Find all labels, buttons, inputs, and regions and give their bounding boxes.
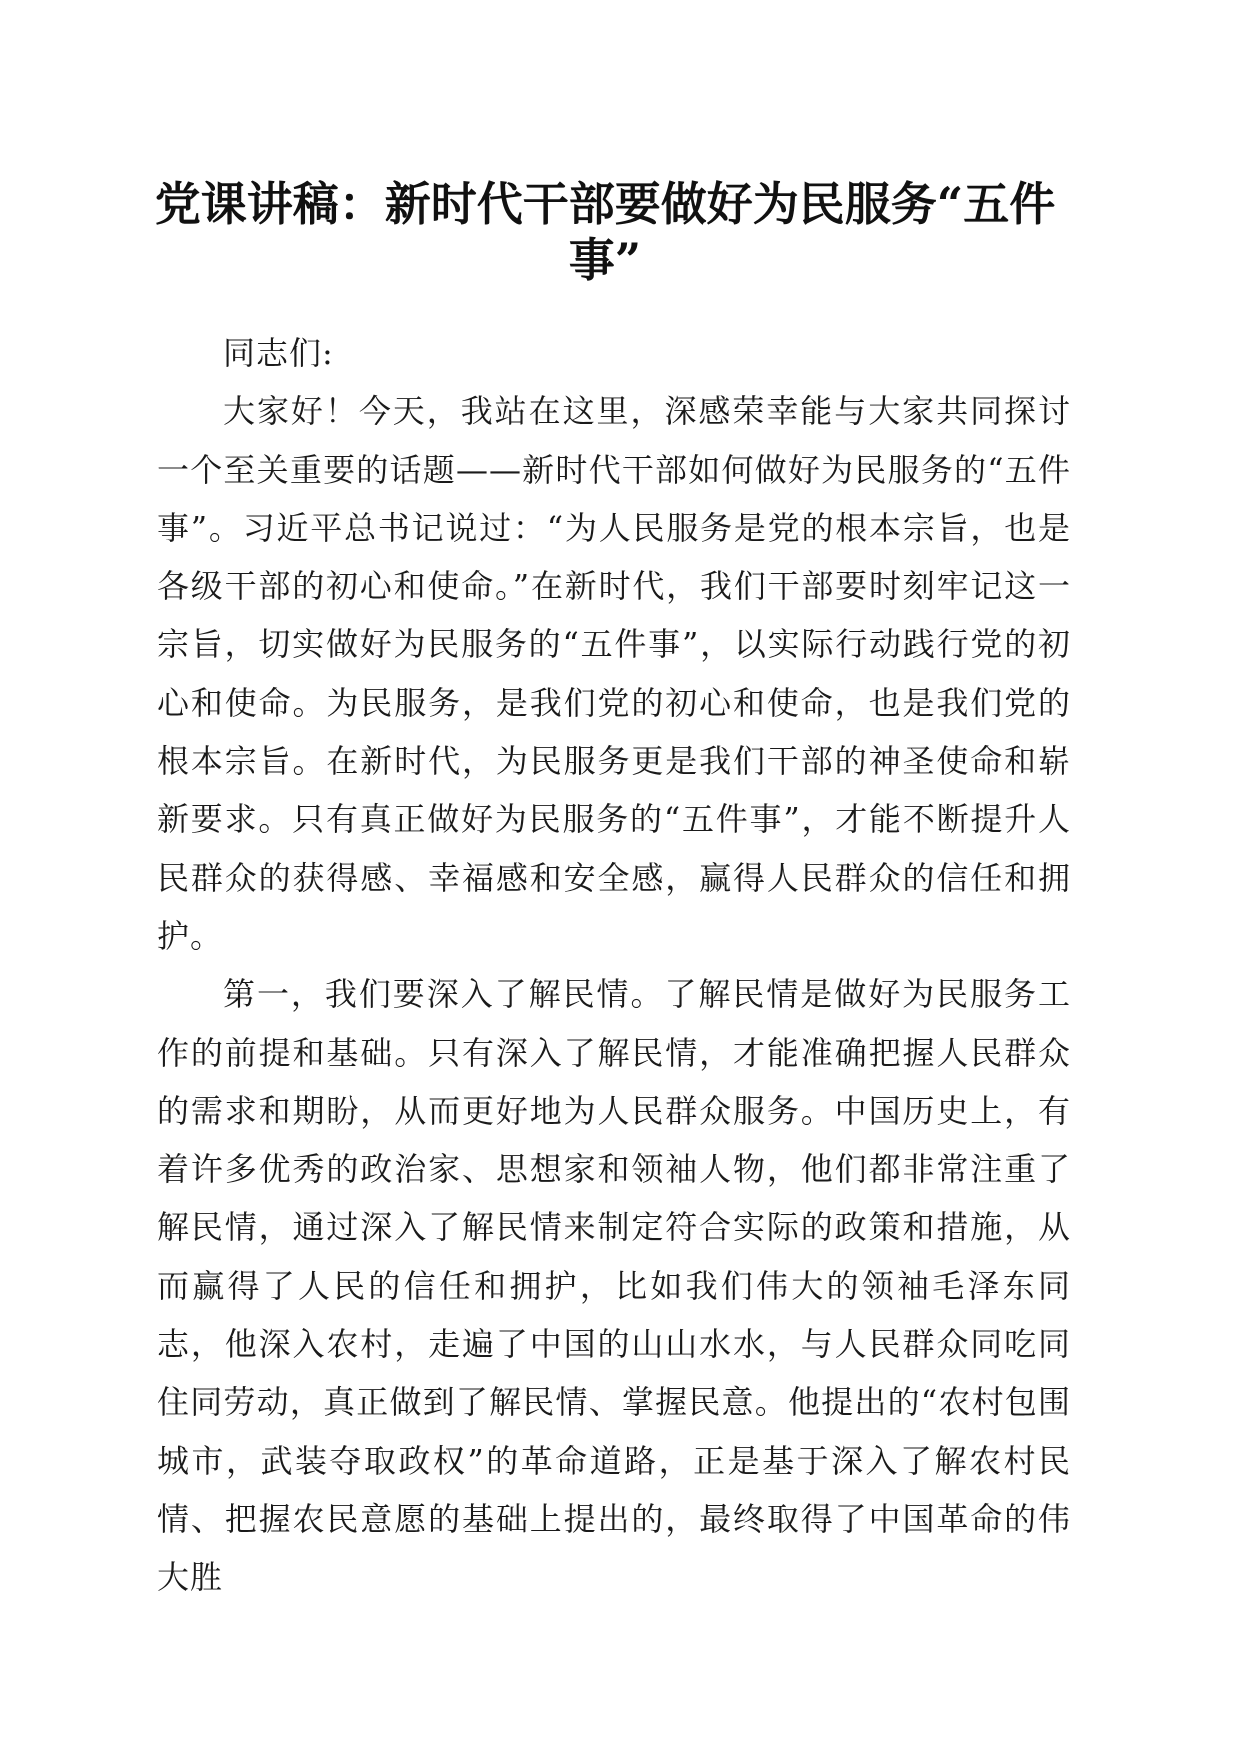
salutation-paragraph: 同志们:: [223, 334, 334, 372]
first-point-paragraph: 第一，我们要深入了解民情。了解民情是做好为民服务工作的前提和基础。只有深入了解民情，才能准确把握人民群众的需求和期盼，从而更好地为人民群众服务。中国历史上，有着许多优秀的政治家、思想家和领袖人物，他们都非常注重了解民情，通过深入了解民情来制定符合实际的政策和措施，从而赢得了人民的信任和拥护，比如我们伟大的领袖毛泽东同志，他深入农村，走遍了中国的山山水水，与人民群众同吃同住同劳动，真正做到了解民情、掌握民意。他提出的“农村包围城市，武装夺取政权”的革命道路，正是基于深入了解农村民情、把握农民意愿的基础上提出的，最终取得了中国革命的伟大胜: [157, 975, 1071, 1597]
intro-paragraph: 大家好！今天，我站在这里，深感荣幸能与大家共同探讨一个至关重要的话题——新时代干部如何做好为民服务的“五件事”。习近平总书记说过：“为人民服务是党的根本宗旨，也是各级干部的初心和使命。”在新时代，我们干部要时刻牢记这一宗旨，切实做好为民服务的“五件事”，以实际行动践行党的初心和使命。为民服务，是我们党的初心和使命，也是我们党的根本宗旨。在新时代，为民服务更是我们干部的神圣使命和崭新要求。只有真正做好为民服务的“五件事”，才能不断提升人民群众的获得感、幸福感和安全感，赢得人民群众的信任和拥护。: [157, 392, 1071, 955]
document-title: 党课讲稿：新时代干部要做好为民服务“五件事”: [154, 177, 1056, 287]
document-body: [157, 324, 1071, 1607]
